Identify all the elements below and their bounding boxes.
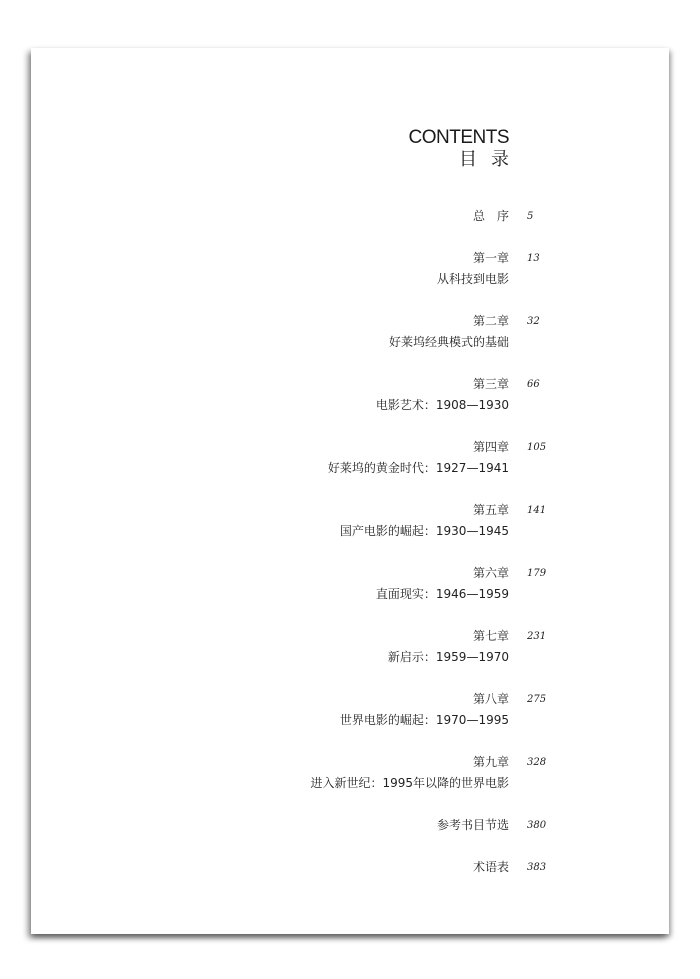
toc-entry-preface[interactable]: [31, 209, 669, 245]
toc-entry-chapter-4[interactable]: [31, 440, 669, 476]
toc-entry-chapter-1[interactable]: [31, 251, 669, 287]
toc-entry-chapter-9[interactable]: [31, 755, 669, 791]
toc-entry-page: 275: [527, 694, 547, 705]
toc-entry-glossary[interactable]: [31, 860, 669, 896]
toc-entry-page: 66: [527, 379, 540, 390]
toc-entry-label: 第四章: [472, 440, 509, 454]
toc-entry-subtitle: 直面现实：1946—1959: [375, 587, 509, 601]
toc-entry-label: 第九章: [472, 755, 509, 769]
toc-entry-subtitle: 从科技到电影: [436, 272, 509, 286]
toc-entry-label: 第一章: [472, 251, 509, 265]
toc-entry-label: 第三章: [472, 377, 509, 391]
toc-entry-chapter-3[interactable]: [31, 377, 669, 413]
toc-entry-page: 32: [527, 316, 540, 327]
contents-title-zh: 目录: [459, 149, 523, 170]
toc-entry-chapter-6[interactable]: [31, 566, 669, 602]
toc-entry-label: 第二章: [472, 314, 509, 328]
toc-entry-label: 总序: [472, 209, 521, 223]
toc-entry-subtitle: 进入新世纪：1995年以降的世界电影: [310, 776, 509, 790]
toc-entry-label: 第六章: [472, 566, 509, 580]
toc-entry-page: 179: [527, 568, 547, 579]
toc-entry-bibliography[interactable]: [31, 818, 669, 854]
contents-title-en: CONTENTS: [408, 127, 509, 148]
toc-entry-subtitle: 世界电影的崛起：1970—1995: [339, 713, 509, 727]
toc-entry-page: 13: [527, 253, 540, 264]
toc-entry-page: 5: [527, 211, 534, 222]
toc-entry-subtitle: 好莱坞经典模式的基础: [388, 335, 509, 349]
toc-entry-label: 参考书目节选: [436, 818, 509, 832]
toc-entry-subtitle: 国产电影的崛起：1930—1945: [339, 524, 509, 538]
toc-entry-page: 380: [527, 820, 547, 831]
toc-entry-page: 105: [527, 442, 547, 453]
toc-entry-chapter-2[interactable]: [31, 314, 669, 350]
toc-entry-chapter-7[interactable]: [31, 629, 669, 665]
toc-entry-subtitle: 电影艺术：1908—1930: [375, 398, 509, 412]
document-page: [31, 48, 669, 934]
toc-entry-label: 第八章: [472, 692, 509, 706]
toc-entry-page: 141: [527, 505, 547, 516]
toc-entry-label: 术语表: [472, 860, 509, 874]
toc-entry-label: 第七章: [472, 629, 509, 643]
toc-entry-page: 328: [527, 757, 547, 768]
toc-entry-chapter-5[interactable]: [31, 503, 669, 539]
toc-entry-subtitle: 新启示：1959—1970: [387, 650, 509, 664]
contents-heading: [408, 127, 523, 171]
toc-entry-page: 383: [527, 862, 547, 873]
toc-entry-chapter-8[interactable]: [31, 692, 669, 728]
toc-entry-label: 第五章: [472, 503, 509, 517]
toc-entry-page: 231: [527, 631, 547, 642]
toc-entry-subtitle: 好莱坞的黄金时代：1927—1941: [327, 461, 509, 475]
